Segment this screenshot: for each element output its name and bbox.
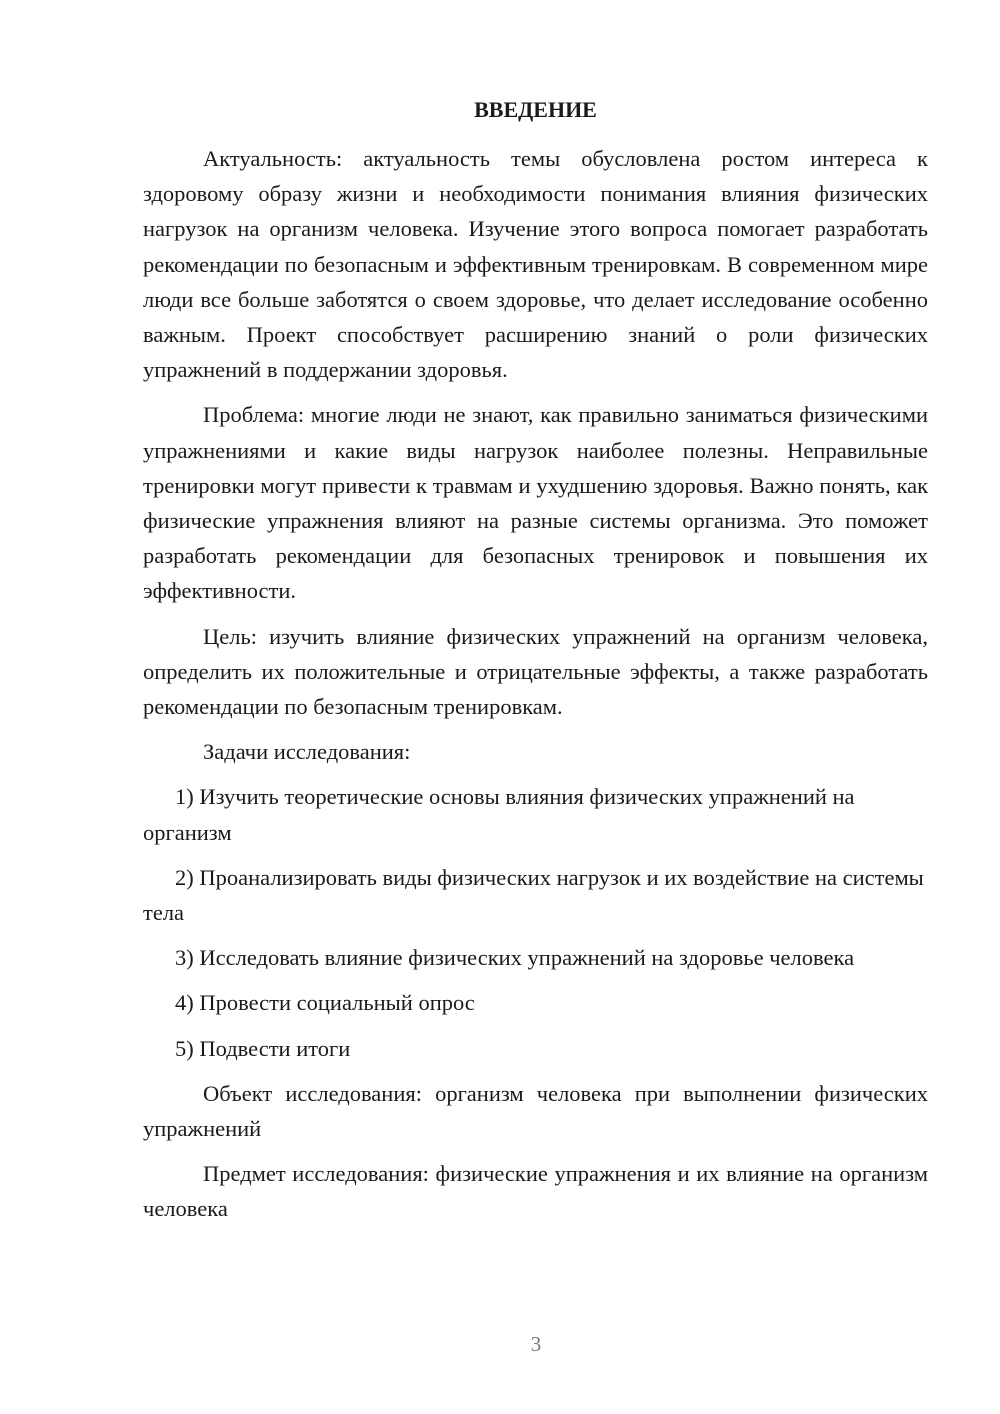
task-item: 5) Подвести итоги [175, 1035, 351, 1061]
task-item: 1) Изучить теоретические основы влияния физических упражнений на организм [143, 784, 855, 845]
page-number: 3 [530, 1332, 542, 1356]
tasks-list [143, 779, 928, 1065]
task-item: 2) Проанализировать виды физических нагрузок и их воздействие на системы тела [143, 864, 924, 926]
section-title: ВВЕДЕНИЕ [474, 97, 597, 122]
relevance-paragraph: Актуальность: актуальность темы обусловлена ростом интереса к здоровому образу жизни и необходимости понимания влияния физических нагрузок на организм человека. Изучение этого вопроса помогает разработать рекомендации по безопасным и эффективным тренировкам. В современном мире люди все больше заботятся о своем здоровье, что делает исследование особенно важным. Проект способствует расширению знаний о роли физических упражнений в поддержании здоровья. [143, 146, 928, 383]
task-item: 3) Исследовать влияние физических упражнений на здоровье человека [175, 945, 855, 971]
problem-paragraph: Проблема: многие люди не знают, как правильно заниматься физическими упражнениями и какие виды нагрузок наиболее полезны. Неправильные тренировки могут привести к травмам и ухудшению здоровья. Важно понять, как физические упражнения влияют на разные системы организма. Это поможет разработать рекомендации для безопасных тренировок и повышения их эффективности. [143, 402, 928, 604]
tasks-heading: Задачи исследования: [203, 739, 411, 765]
goal-paragraph: Цель: изучить влияние физических упражнений на организм человека, определить их положительные и отрицательные эффекты, а также разработать рекомендации по безопасным тренировкам. [143, 623, 928, 720]
subject-paragraph: Предмет исследования: физические упражнения и их влияние на организм человека [143, 1161, 928, 1222]
task-item: 4) Провести социальный опрос [175, 990, 475, 1016]
document-body [143, 92, 928, 1237]
object-paragraph: Объект исследования: организм человека при выполнении физических упражнений [143, 1080, 928, 1142]
